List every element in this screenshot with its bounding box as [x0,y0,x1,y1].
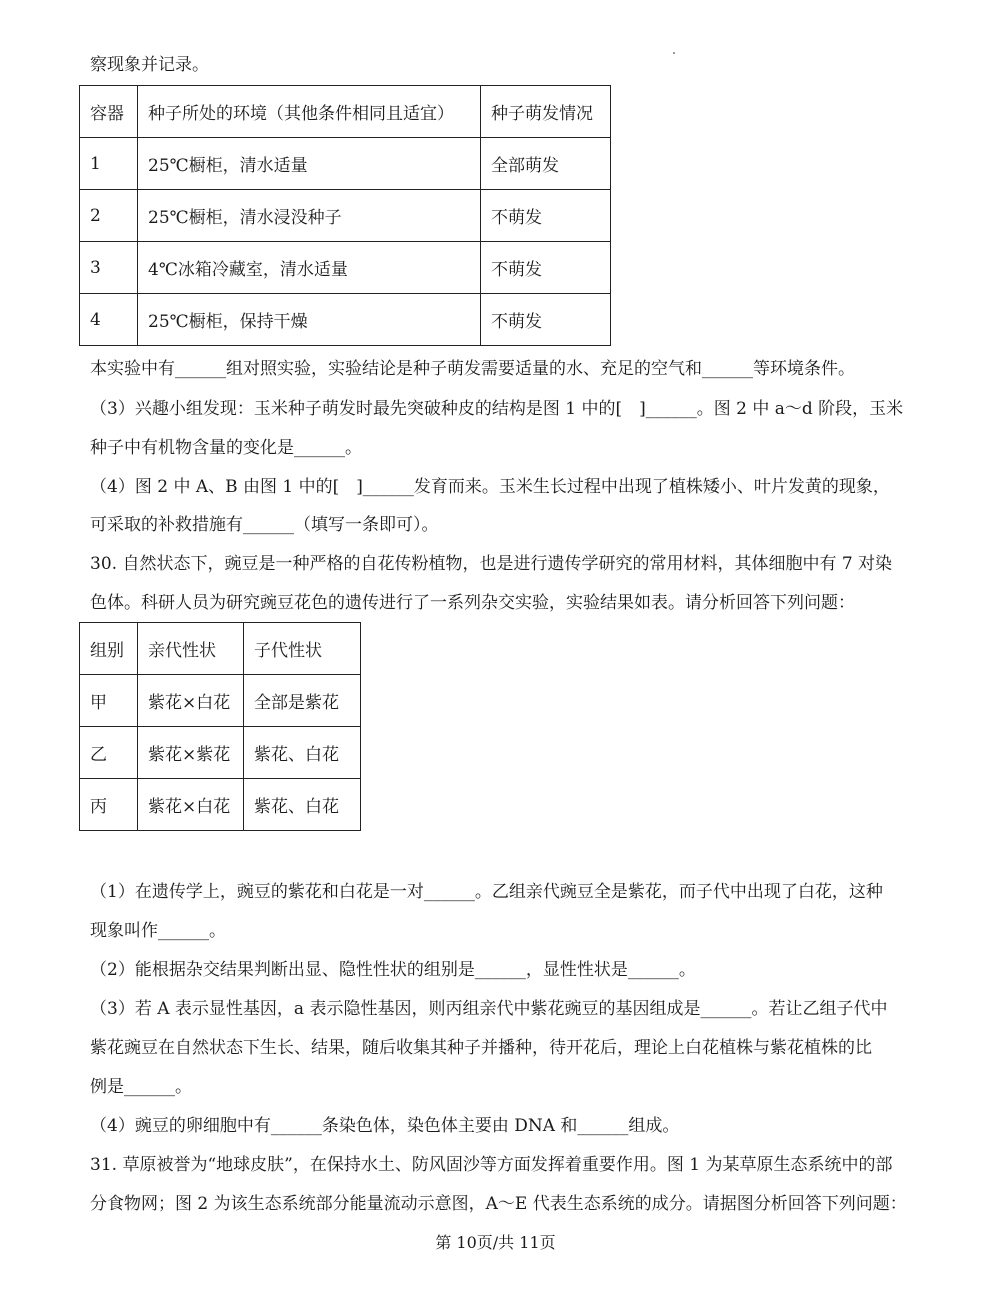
table-row [80,294,611,346]
q30-part3-line3: 例是______。 [90,1077,192,1097]
table-cell: 4 [80,294,138,346]
table-cell: 25℃橱柜，清水浸没种子 [138,190,481,242]
scan-dot [673,52,675,54]
table-cell: 4℃冰箱冷藏室，清水适量 [138,242,481,294]
table-cell: 全部是紫花 [244,675,361,727]
table-row [80,242,611,294]
table-cell: 25℃橱柜，保持干燥 [138,294,481,346]
q29-part3-line2: 种子中有机物含量的变化是______。 [90,438,362,458]
table-cell: 甲 [80,675,138,727]
table-cell: 不萌发 [481,294,611,346]
table-header-cell: 种子萌发情况 [481,86,611,138]
table-header-cell: 容器 [80,86,138,138]
table-header-cell: 亲代性状 [138,623,244,675]
q30-part1-line1: （1）在遗传学上，豌豆的紫花和白花是一对______。乙组亲代豌豆全是紫花，而子代中出现了白花，这种 [90,882,883,902]
q30-part3-line1: （3）若 A 表示显性基因，a 表示隐性基因，则丙组亲代中紫花豌豆的基因组成是______。若让乙组子代中 [90,999,888,1019]
table-cell: 不萌发 [481,242,611,294]
table-cell: 紫花×白花 [138,779,244,831]
q29-conclusion-line: 本实验中有______组对照实验，实验结论是种子萌发需要适量的水、充足的空气和______等环境条件。 [90,359,855,379]
table-header-cell: 组别 [80,623,138,675]
table-header-cell: 种子所处的环境（其他条件相同且适宜） [138,86,481,138]
q30-part1-line2: 现象叫作______。 [90,921,226,941]
table-cell: 丙 [80,779,138,831]
q30-part2: （2）能根据杂交结果判断出显、隐性性状的组别是______，显性性状是______。 [90,960,696,980]
q30-part3-line2: 紫花豌豆在自然状态下生长、结果，随后收集其种子并播种，待开花后，理论上白花植株与紫花植株的比 [90,1038,872,1058]
table-header-row [80,623,361,675]
q31-line2: 分食物网；图 2 为该生态系统部分能量流动示意图，A～E 代表生态系统的成分。请据图分析回答下列问题： [90,1194,907,1214]
table-cell: 紫花、白花 [244,727,361,779]
table-cell: 紫花×紫花 [138,727,244,779]
table-row [80,675,361,727]
table-header-cell: 子代性状 [244,623,361,675]
table-cell: 3 [80,242,138,294]
q30-part4: （4）豌豆的卵细胞中有______条染色体，染色体主要由 DNA 和______组成。 [90,1116,680,1136]
q29-part4-line2: 可采取的补救措施有______（填写一条即可）。 [90,515,439,535]
table-header-row [80,86,611,138]
table-cell: 2 [80,190,138,242]
q31-line1: 31. 草原被誉为“地球皮肤”，在保持水土、防风固沙等方面发挥着重要作用。图 1 为某草原生态系统中的部 [90,1155,893,1175]
q30-intro-line1: 30. 自然状态下，豌豆是一种严格的自花传粉植物，也是进行遗传学研究的常用材料，其体细胞中有 7 对染 [90,554,893,574]
table-cell: 紫花、白花 [244,779,361,831]
table-cell: 乙 [80,727,138,779]
table-cell: 紫花×白花 [138,675,244,727]
q29-part3-line1: （3）兴趣小组发现：玉米种子萌发时最先突破种皮的结构是图 1 中的[ ]______。图 2 中 a～d 阶段，玉米 [90,399,904,419]
table-cell: 不萌发 [481,190,611,242]
table-row [80,727,361,779]
page-footer: 第 10页/共 11页 [435,1233,556,1252]
q30-intro-line2: 色体。科研人员为研究豌豆花色的遗传进行了一系列杂交实验，实验结果如表。请分析回答下列问题： [90,593,855,613]
top-line: 察现象并记录。 [90,55,209,75]
table-row [80,138,611,190]
q29-part4-line1: （4）图 2 中 A、B 由图 1 中的[ ]______发育而来。玉米生长过程中出现了植株矮小、叶片发黄的现象， [90,477,890,497]
table-cell: 全部萌发 [481,138,611,190]
table-cell: 25℃橱柜，清水适量 [138,138,481,190]
table-cell: 1 [80,138,138,190]
pea-cross-table [79,622,361,831]
seed-germination-table [79,85,611,346]
table-row [80,779,361,831]
table-row [80,190,611,242]
